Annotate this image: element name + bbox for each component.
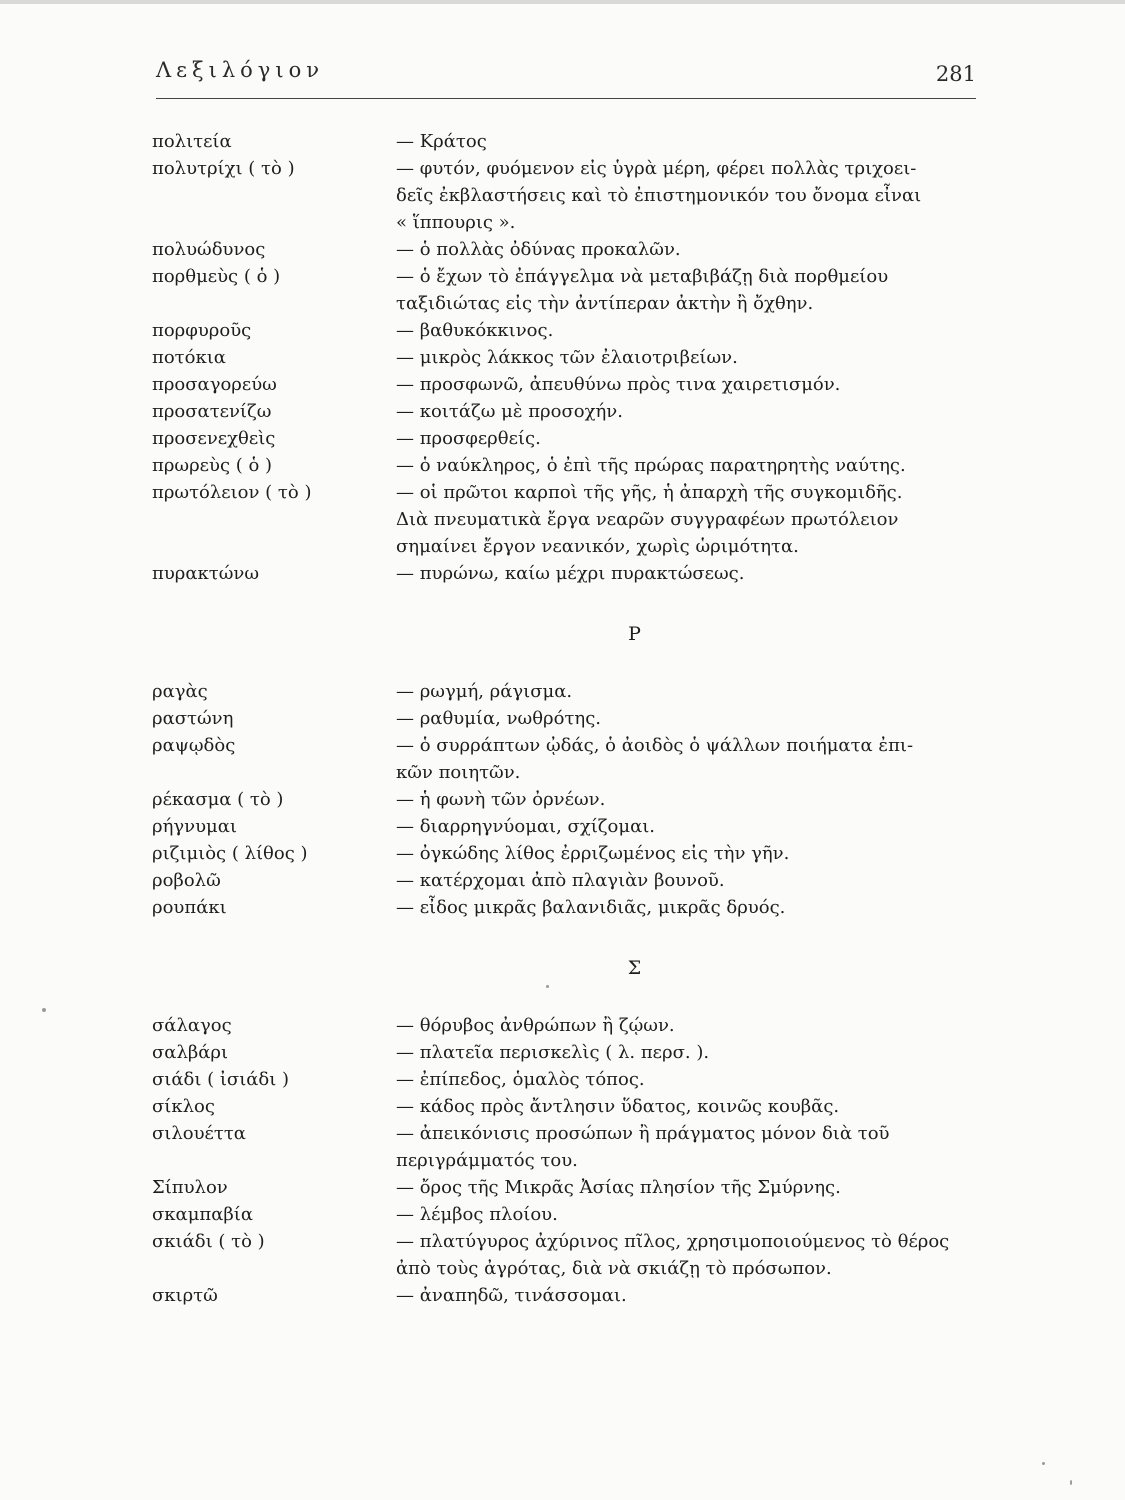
page-number: 281 (935, 62, 976, 86)
entry-definition (396, 155, 986, 236)
glossary-entry (152, 236, 992, 263)
definition-line: — βαθυκόκκινος. (396, 320, 554, 341)
entry-definition (396, 398, 986, 425)
definition-line: — κοιτάζω μὲ προσοχήν. (396, 401, 623, 422)
definition-line: — πλατύγυρος ἀχύρινος πῖλος, χρησιμοποιούμενος τὸ θέρος (396, 1231, 950, 1252)
definition-line: δεῖς ἐκβλαστήσεις καὶ τὸ ἐπιστημονικόν του ὄνομα εἶναι (396, 185, 922, 206)
entry-term: ποτόκια (152, 347, 226, 368)
definition-line: — οἱ πρῶτοι καρποὶ τῆς γῆς, ἡ ἀπαρχὴ τῆς συγκομιδῆς. (396, 482, 903, 503)
glossary-entry (152, 1066, 992, 1093)
definition-line: — ἐπίπεδος, ὁμαλὸς τόπος. (396, 1069, 645, 1090)
glossary-entry (152, 786, 992, 813)
glossary-entry (152, 1093, 992, 1120)
glossary-entry (152, 128, 992, 155)
entry-term: ρέκασμα ( τὸ ) (152, 789, 284, 810)
entry-term: ριζιμιὸς ( λίθος ) (152, 843, 308, 864)
entry-definition (396, 425, 986, 452)
entry-term: σίκλος (152, 1096, 215, 1117)
entry-term: πρωρεὺς ( ὁ ) (152, 455, 273, 476)
entry-definition (396, 560, 986, 587)
entry-term: σκιρτῶ (152, 1285, 218, 1306)
entry-term: σαλβάρι (152, 1042, 229, 1063)
entry-definition (396, 371, 986, 398)
definition-line: — ραθυμία, νωθρότης. (396, 708, 602, 729)
entry-term: πολυτρίχι ( τὸ ) (152, 158, 295, 179)
page-top-edge (0, 0, 1125, 4)
entry-term: Σίπυλον (152, 1177, 228, 1198)
definition-line: ταξιδιώτας εἰς τὴν ἀντίπεραν ἀκτὴν ἢ ὄχθην. (396, 293, 814, 314)
entry-definition (396, 263, 986, 317)
glossary-entry (152, 705, 992, 732)
entry-term: ραστώνη (152, 708, 234, 729)
glossary-entry (152, 1201, 992, 1228)
entry-term: προσατενίζω (152, 401, 272, 422)
glossary-entry (152, 425, 992, 452)
definition-line: — ὁ συρράπτων ᾠδάς, ὁ ἀοιδὸς ὁ ψάλλων ποιήματα ἐπι- (396, 735, 914, 756)
entry-term: πορθμεὺς ( ὁ ) (152, 266, 281, 287)
definition-line: — ἀπεικόνισις προσώπων ἢ πράγματος μόνον διὰ τοῦ (396, 1123, 890, 1144)
entry-term: προσαγορεύω (152, 374, 277, 395)
glossary-entry (152, 1012, 992, 1039)
header-rule (156, 98, 976, 99)
entry-definition (396, 894, 986, 921)
definition-line: — ὁ ναύκληρος, ὁ ἐπὶ τῆς πρώρας παρατηρητὴς ναύτης. (396, 455, 906, 476)
entry-term: πυρακτώνω (152, 563, 260, 584)
entry-definition (396, 479, 986, 560)
definition-line: — ἀναπηδῶ, τινάσσομαι. (396, 1285, 627, 1306)
definition-line: — πυρώνω, καίω μέχρι πυρακτώσεως. (396, 563, 745, 584)
entry-definition (396, 452, 986, 479)
entry-definition (396, 732, 986, 786)
entry-term: σκαμπαβία (152, 1204, 253, 1225)
glossary-entry (152, 1282, 992, 1309)
entry-definition (396, 1093, 986, 1120)
definition-line: — κατέρχομαι ἀπὸ πλαγιὰν βουνοῦ. (396, 870, 725, 891)
glossary-entry (152, 1039, 992, 1066)
entry-term: ροβολῶ (152, 870, 221, 891)
entry-term: σκιάδι ( τὸ ) (152, 1231, 265, 1252)
definition-line: — διαρρηγνύομαι, σχίζομαι. (396, 816, 656, 837)
glossary-entry (152, 452, 992, 479)
entry-definition (396, 236, 986, 263)
entry-definition (396, 1282, 986, 1309)
entry-definition (396, 813, 986, 840)
definition-line: σημαίνει ἔργον νεανικόν, χωρὶς ὡριμότητα. (396, 536, 799, 557)
glossary-entry (152, 344, 992, 371)
glossary-entry (152, 1120, 992, 1174)
entry-definition (396, 317, 986, 344)
definition-line: — λέμβος πλοίου. (396, 1204, 558, 1225)
entry-definition (396, 1120, 986, 1174)
definition-line: — πλατεῖα περισκελὶς ( λ. περσ. ). (396, 1042, 710, 1063)
entry-definition (396, 786, 986, 813)
glossary-entry (152, 398, 992, 425)
entry-definition (396, 840, 986, 867)
definition-line: Διὰ πνευματικὰ ἔργα νεαρῶν συγγραφέων πρωτόλειον (396, 509, 899, 530)
definition-line: κῶν ποιητῶν. (396, 762, 521, 783)
section-letter: Ρ (628, 623, 641, 645)
glossary-entry (152, 678, 992, 705)
entry-term: πολυώδυνος (152, 239, 266, 260)
entry-definition (396, 128, 986, 155)
entry-definition (396, 1066, 986, 1093)
entry-definition (396, 1039, 986, 1066)
definition-line: — ὁ ἔχων τὸ ἐπάγγελμα νὰ μεταβιβάζῃ διὰ πορθμείου (396, 266, 889, 287)
entry-term: πορφυροῦς (152, 320, 252, 341)
definition-line: « ἵππουρις ». (396, 212, 516, 233)
glossary-entry (152, 813, 992, 840)
glossary-entry (152, 894, 992, 921)
definition-line: — ἡ φωνὴ τῶν ὀρνέων. (396, 789, 606, 810)
entry-term: σιλουέττα (152, 1123, 246, 1144)
glossary-entry (152, 155, 992, 236)
definition-line: — μικρὸς λάκκος τῶν ἐλαιοτριβείων. (396, 347, 738, 368)
entry-term: προσενεχθεὶς (152, 428, 276, 449)
entry-definition (396, 1012, 986, 1039)
entry-definition (396, 1201, 986, 1228)
glossary-entry (152, 867, 992, 894)
definition-line: — κάδος πρὸς ἄντλησιν ὕδατος, κοινῶς κουβᾶς. (396, 1096, 840, 1117)
definition-line: — ρωγμή, ράγισμα. (396, 681, 573, 702)
definition-line: — προσφωνῶ, ἀπευθύνω πρὸς τινα χαιρετισμόν. (396, 374, 841, 395)
glossary-entry (152, 263, 992, 317)
entry-definition (396, 1174, 986, 1201)
glossary-entry (152, 840, 992, 867)
entry-term: ρουπάκι (152, 897, 227, 918)
definition-line: — Κράτος (396, 131, 487, 152)
running-title: Λεξιλόγιον (156, 58, 324, 82)
definition-line: — προσφερθείς. (396, 428, 541, 449)
definition-line: — ὄρος τῆς Μικρᾶς Ἀσίας πλησίον τῆς Σμύρνης. (396, 1177, 841, 1198)
definition-line: — θόρυβος ἀνθρώπων ἢ ζῴων. (396, 1015, 675, 1036)
page-header (156, 58, 976, 92)
entry-definition (396, 1228, 986, 1282)
glossary-entry (152, 479, 992, 560)
entry-definition (396, 678, 986, 705)
entry-definition (396, 344, 986, 371)
entry-definition (396, 705, 986, 732)
entry-term: πρωτόλειον ( τὸ ) (152, 482, 312, 503)
glossary-entry (152, 371, 992, 398)
glossary-entry (152, 1228, 992, 1282)
glossary-entries (152, 128, 992, 1309)
glossary-entry (152, 732, 992, 786)
definition-line: — ὁ πολλὰς ὀδύνας προκαλῶν. (396, 239, 681, 260)
definition-line: — φυτόν, φυόμενον εἰς ὑγρὰ μέρη, φέρει πολλὰς τριχοει- (396, 158, 917, 179)
definition-line: — ὀγκώδης λίθος ἐρριζωμένος εἰς τὴν γῆν. (396, 843, 790, 864)
glossary-entry (152, 317, 992, 344)
entry-term: ραψῳδὸς (152, 735, 236, 756)
entry-term: πολιτεία (152, 131, 232, 152)
entry-term: σιάδι ( ἰσιάδι ) (152, 1069, 290, 1090)
entry-term: σάλαγος (152, 1015, 232, 1036)
definition-line: — εἶδος μικρᾶς βαλανιδιᾶς, μικρᾶς δρυός. (396, 897, 786, 918)
entry-definition (396, 867, 986, 894)
definition-line: περιγράμματός του. (396, 1150, 578, 1171)
entry-term: ρήγνυμαι (152, 816, 237, 837)
glossary-entry (152, 560, 992, 587)
glossary-entry (152, 1174, 992, 1201)
definition-line: ἀπὸ τοὺς ἀγρότας, διὰ νὰ σκιάζῃ τὸ πρόσωπον. (396, 1258, 832, 1279)
entry-term: ραγὰς (152, 681, 208, 702)
section-letter: Σ (627, 957, 642, 979)
